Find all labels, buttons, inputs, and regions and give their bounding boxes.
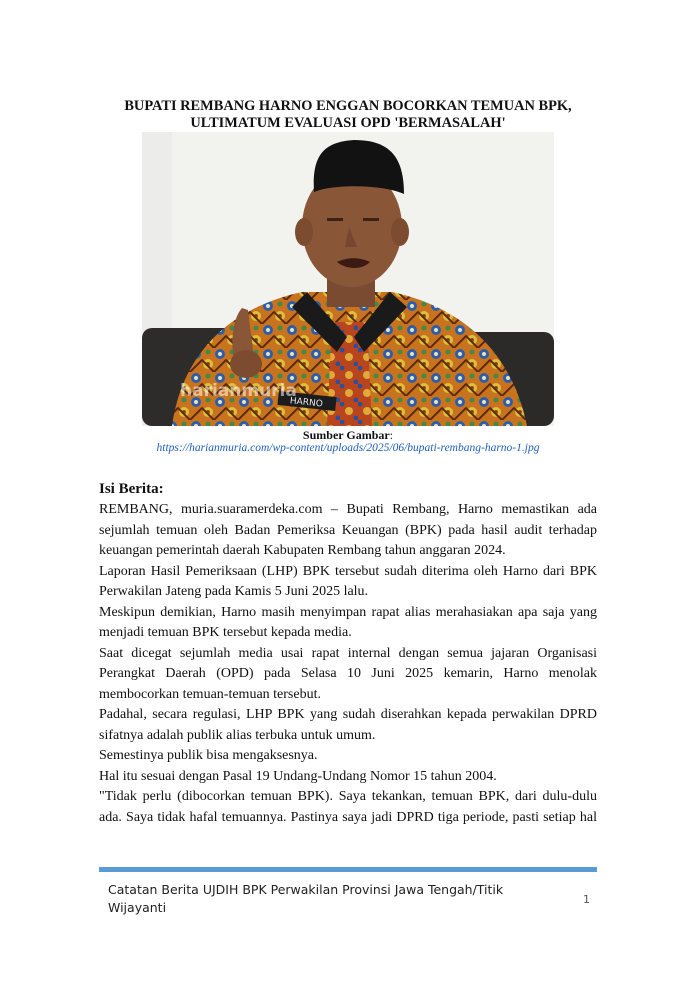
footer-text: Catatan Berita UJDIH BPK Perwakilan Provinsi Jawa Tengah/Titik Wijayanti bbox=[108, 882, 504, 915]
paragraph: REMBANG, muria.suaramerdeka.com – Bupati Rembang, Harno memastikan ada sejumlah temuan oleh Badan Pemeriksa Keuangan (BPK) pada hasil audit terhadap keuangan pemerintah daerah Kabupaten Rembang tahun anggaran 2024. bbox=[99, 502, 597, 558]
paragraph: Hal itu sesuai dengan Pasal 19 Undang-Undang Nomor 15 tahun 2004. bbox=[99, 768, 497, 784]
paragraph: Saat dicegat sejumlah media usai rapat internal dengan semua jajaran Organisasi Perangkat Daerah (OPD) pada Selasa 10 Juni 2025 kemarin, Harno menolak membocorkan temuan-temuan tersebut. bbox=[99, 645, 597, 702]
caption-colon: : bbox=[389, 428, 394, 442]
section-heading: Isi Berita: bbox=[99, 481, 164, 497]
article-title-line-2: ULTIMATUM EVALUASI OPD 'BERMASALAH' bbox=[190, 115, 506, 131]
article-body bbox=[99, 500, 597, 828]
paragraph: Semestinya publik bisa mengaksesnya. bbox=[99, 748, 318, 763]
caption-url[interactable]: https://harianmuria.com/wp-content/uploads/2025/06/bupati-rembang-harno-1.jpg bbox=[156, 442, 540, 454]
paragraph: Padahal, secara regulasi, LHP BPK yang sudah diserahkan kepada perwakilan DPRD sifatnya adalah publik alias terbuka untuk umum. bbox=[99, 707, 597, 743]
footer-rule bbox=[99, 867, 597, 872]
article-title-line-1: BUPATI REMBANG HARNO ENGGAN BOCORKAN TEMUAN BPK, bbox=[124, 98, 572, 114]
photo-icon bbox=[142, 132, 554, 426]
article-photo bbox=[142, 132, 554, 426]
paragraph: "Tidak perlu (dibocorkan temuan BPK). Saya tekankan, temuan BPK, dari dulu-dulu ada. Saya tidak hafal temuannya. Pastinya saya jadi DPRD tiga periode, pasti setiap hal bbox=[99, 789, 597, 825]
paragraph: Laporan Hasil Pemeriksaan (LHP) BPK tersebut sudah diterima oleh Harno dari BPK Perwakilan Jateng pada Kamis 5 Juni 2025 lalu. bbox=[99, 563, 597, 599]
caption-label: Sumber Gambar bbox=[302, 428, 390, 442]
page-number: 1 bbox=[583, 893, 590, 906]
caption-label-line bbox=[0, 428, 696, 442]
photo-watermark: harianmuria bbox=[180, 381, 297, 401]
article-title bbox=[80, 98, 616, 132]
paragraph: Meskipun demikian, Harno masih menyimpan rapat alias merahasiakan apa saja yang menjadi temuan BPK tersebut kepada media. bbox=[99, 604, 597, 640]
name-tag-text: HARNO bbox=[289, 396, 324, 410]
